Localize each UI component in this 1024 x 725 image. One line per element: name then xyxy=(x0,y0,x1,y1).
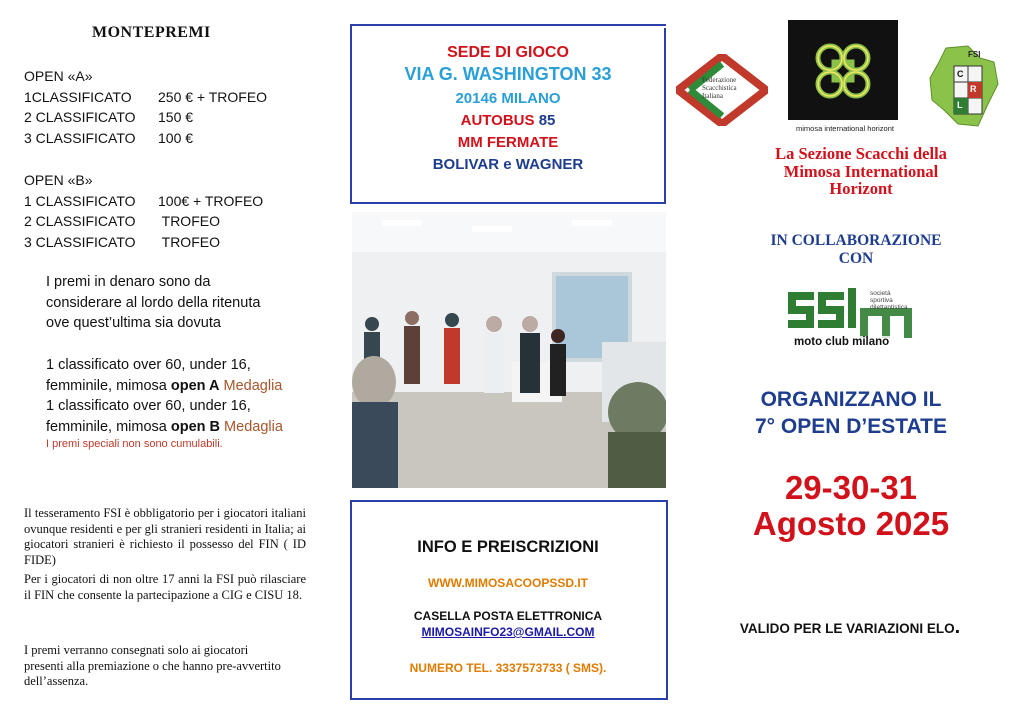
elo-note: VALIDO PER LE VARIAZIONI ELO. xyxy=(739,616,961,638)
special-prizes: 1 classificato over 60, under 16, femminile, mimosa open A Medaglia 1 classificato over 60, under 16, femminile, mimosa open B Medaglia I premi speciali non sono cumulabili. xyxy=(46,355,336,452)
mimosa-logo: mimosa international horizont xyxy=(780,18,908,136)
organizer-text: La Sezione Scacchi della Mimosa International Horizont xyxy=(775,144,947,198)
open-b-prizes xyxy=(24,170,263,252)
prize-title: MONTEPREMI xyxy=(92,24,211,41)
moto-club-logo: società sportiva dilettantistica moto club milano xyxy=(786,286,920,356)
fin-text: Per i giocatori di non oltre 17 anni la FSI può rilasciare il FIN che consente la partecipazione a CIG e CISU 18. xyxy=(24,572,306,602)
crl-logo: FSI C R L xyxy=(928,44,1000,130)
info-content xyxy=(352,538,664,675)
prize-row: 3 CLASSIFICATO TROFEO xyxy=(24,233,220,250)
fsi-logo: Federazione Scacchistica Italiana xyxy=(676,54,768,126)
event-headline: ORGANIZZANO IL 7° OPEN D’ESTATE xyxy=(755,388,947,438)
venue-metro: MM FERMATE xyxy=(457,134,559,151)
info-website[interactable]: WWW.MIMOSACOOPSSD.IT xyxy=(428,576,588,590)
prize-row: 2 CLASSIFICATO 150 € xyxy=(24,109,194,125)
venue-city: 20146 MILANO xyxy=(455,90,561,107)
info-email-link[interactable]: MIMOSAINFO23@GMAIL.COM xyxy=(421,625,595,639)
venue-info xyxy=(352,44,664,173)
info-title: INFO E PREISCRIZIONI xyxy=(417,538,599,556)
open-a-heading: OPEN «A» xyxy=(24,68,93,84)
prize-row: 1CLASSIFICATO 250 € + TROFEO xyxy=(24,88,268,105)
open-b-heading: OPEN «B» xyxy=(24,172,93,188)
open-a-prizes xyxy=(24,66,267,148)
prize-row: 3 CLASSIFICATO 100 € xyxy=(24,129,194,146)
award-photo xyxy=(352,212,666,488)
info-email-label: CASELLA POSTA ELETTRONICA xyxy=(413,609,603,623)
awards-text: I premi verranno consegnati solo ai giocatori presenti alla premiazione o che hanno pre-avvertito dell’assenza. xyxy=(24,643,281,688)
venue-stops: BOLIVAR e WAGNER xyxy=(432,156,584,173)
event-dates: 29-30-31 Agosto 2025 xyxy=(752,469,950,542)
gross-note: I premi in denaro sono da considerare al lordo della ritenuta ove quest’ultima sia dovuta xyxy=(46,274,261,331)
venue-bus: AUTOBUS 85 xyxy=(460,112,556,129)
collaboration-text: IN COLLABORAZIONE CON xyxy=(770,232,942,267)
prize-row: 2 CLASSIFICATO TROFEO xyxy=(24,213,220,229)
venue-label: SEDE DI GIOCO xyxy=(447,44,569,61)
venue-street: VIA G. WASHINGTON 33 xyxy=(404,64,612,84)
fsi-membership-text: Il tesseramento FSI è obbligatorio per i giocatori italiani ovunque residenti e per gli stranieri residenti in Italia; ai giocatori stranieri è richiesto il possesso del FIN ( ID FIDE) xyxy=(24,506,306,567)
info-phone: NUMERO TEL. 3337573733 ( SMS). xyxy=(409,661,607,675)
info-box-right-edge xyxy=(666,500,668,698)
not-cumulative-note: I premi speciali non sono cumulabili. xyxy=(46,438,223,450)
venue-box-right-edge xyxy=(664,28,666,202)
prize-row: 1 CLASSIFICATO 100€ + TROFEO xyxy=(24,192,264,209)
